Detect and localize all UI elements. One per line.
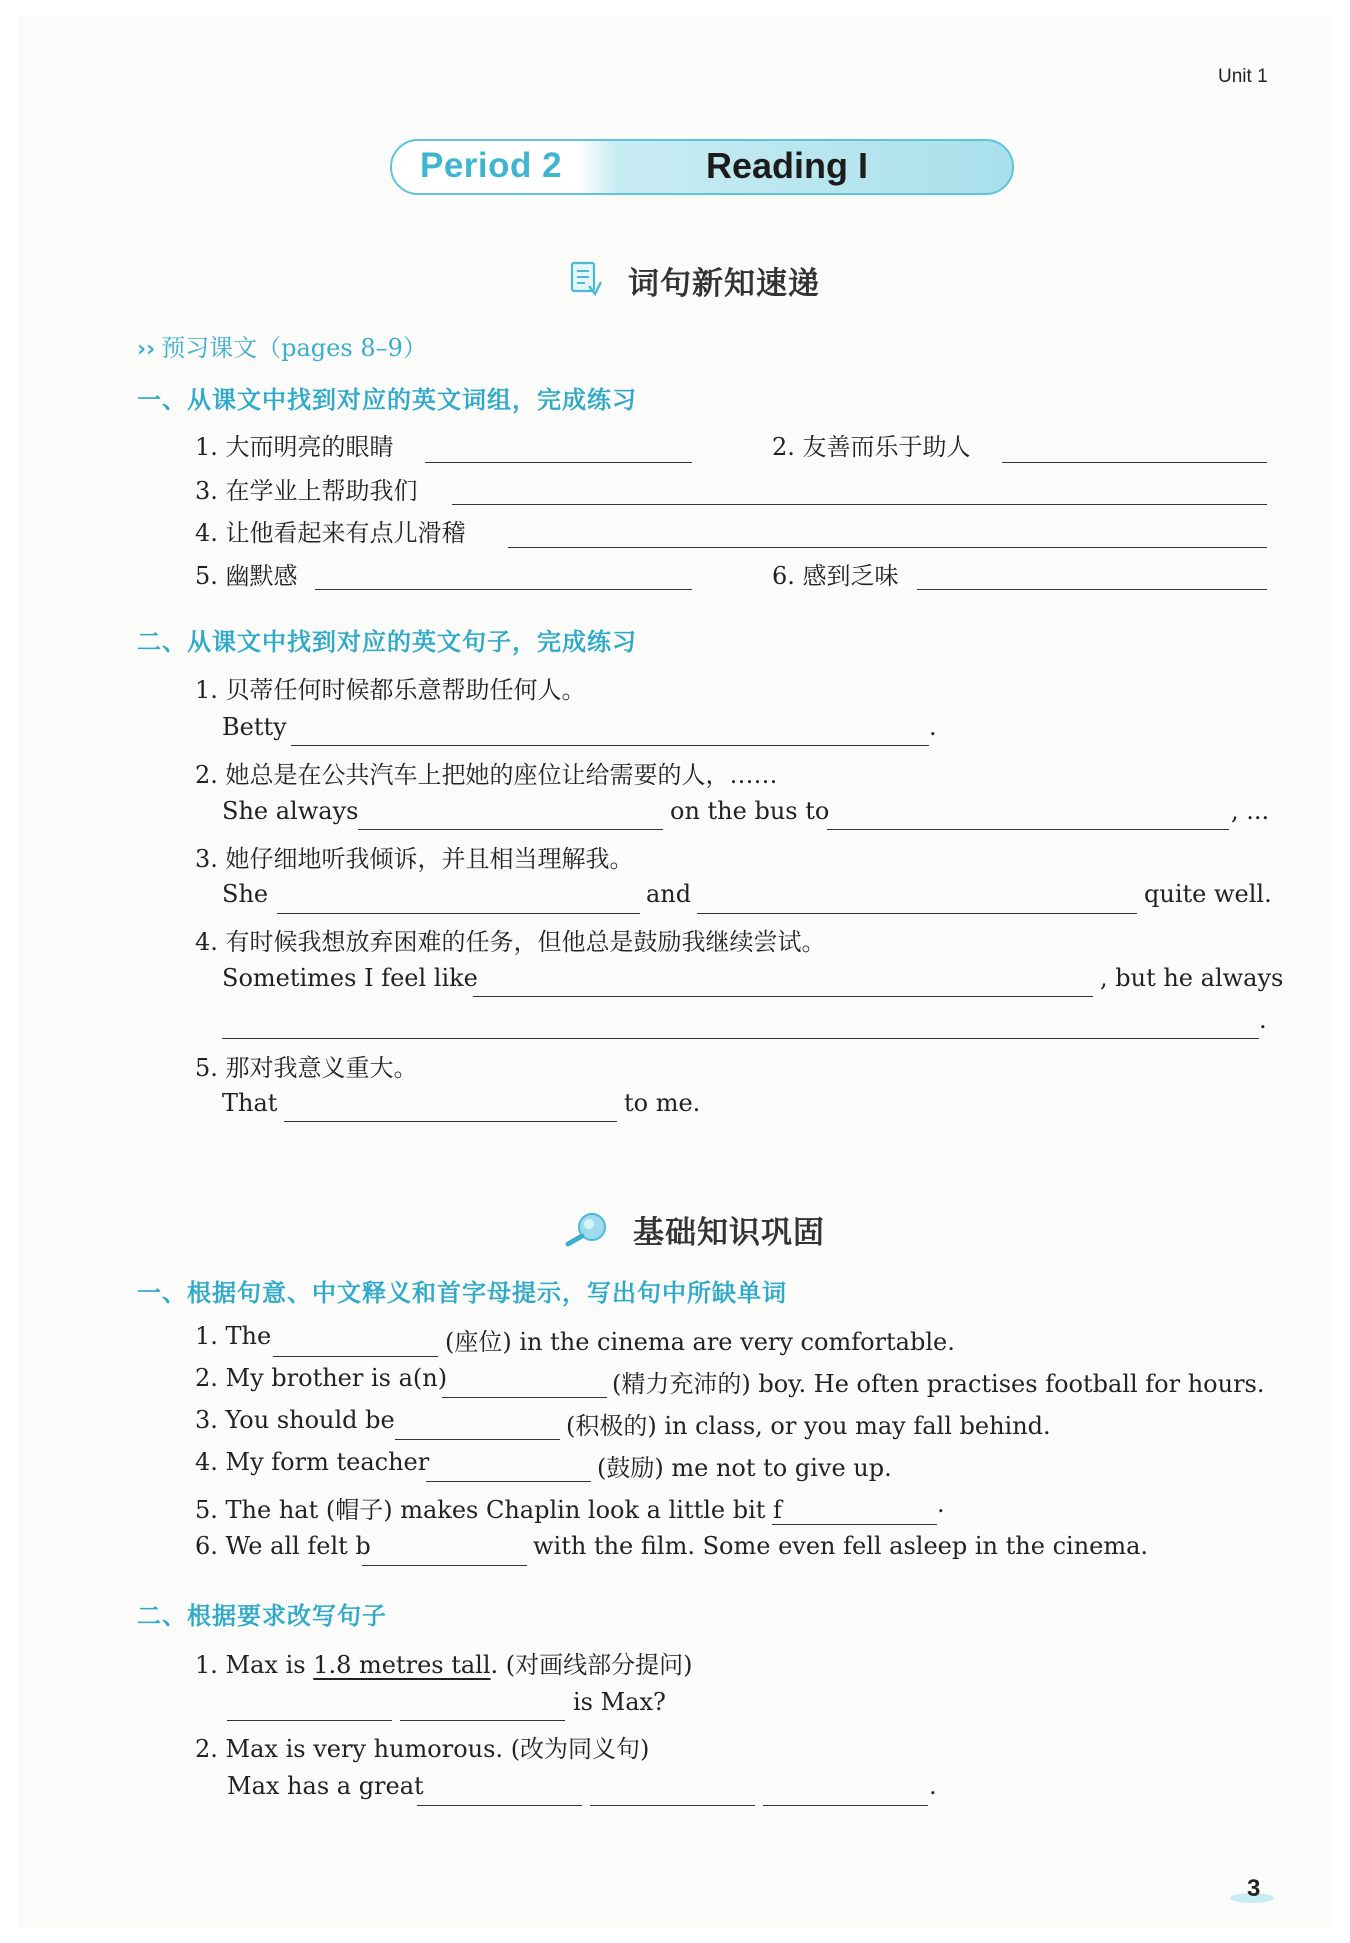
answer-blank[interactable] xyxy=(277,913,640,914)
fill-item: 4. My form teacher xyxy=(195,1448,430,1476)
rewrite-item xyxy=(195,1645,693,1680)
phrase-item: 6. 感到乏味 xyxy=(772,562,899,590)
answer-blank[interactable] xyxy=(222,1038,1259,1039)
answer-blank[interactable] xyxy=(417,1805,582,1806)
answer-blank[interactable] xyxy=(590,1805,755,1806)
answer-blank[interactable] xyxy=(426,1481,591,1482)
rewrite-text: 1. Max is xyxy=(195,1651,314,1679)
answer-blank[interactable] xyxy=(227,1720,392,1721)
notebook-icon xyxy=(569,260,603,298)
fill-item: 6. We all felt b xyxy=(195,1532,371,1560)
answer-blank[interactable] xyxy=(284,1121,617,1122)
answer-blank[interactable] xyxy=(917,589,1267,590)
rewrite-answer-tail: . xyxy=(929,1772,937,1800)
sentence-cn: 2. 她总是在公共汽车上把她的座位让给需要的人，…… xyxy=(195,761,778,789)
answer-blank[interactable] xyxy=(315,589,692,590)
phrase-item: 5. 幽默感 xyxy=(195,562,298,590)
fill-item: 1. The xyxy=(195,1322,272,1350)
unit-label: Unit 1 xyxy=(1218,66,1268,87)
part4-heading: 二、根据要求改写句子 xyxy=(137,1602,387,1630)
sentence-en: , ... xyxy=(1231,797,1270,825)
answer-blank[interactable] xyxy=(291,745,929,746)
rewrite-instruction: . (对画线部分提问) xyxy=(490,1651,693,1679)
magnifier-icon xyxy=(563,1210,611,1248)
lesson-banner xyxy=(390,139,1014,195)
answer-blank[interactable] xyxy=(508,547,1267,548)
sentence-en: . xyxy=(1259,1006,1267,1034)
sentence-en: . xyxy=(929,713,937,741)
sentence-en: She xyxy=(222,880,269,908)
part3-heading: 一、根据句意、中文释义和首字母提示，写出句中所缺单词 xyxy=(137,1279,787,1307)
phrase-item: 2. 友善而乐于助人 xyxy=(772,433,971,461)
fill-item: 2. My brother is a(n) xyxy=(195,1364,448,1392)
answer-blank[interactable] xyxy=(827,829,1229,830)
sentence-en: on the bus to xyxy=(670,797,830,825)
answer-blank[interactable] xyxy=(772,1524,937,1525)
phrase-item: 4. 让他看起来有点儿滑稽 xyxy=(195,519,466,547)
phrase-item: 3. 在学业上帮助我们 xyxy=(195,477,418,505)
answer-blank[interactable] xyxy=(425,462,692,463)
fill-item: 3. You should be xyxy=(195,1406,395,1434)
sentence-en: That xyxy=(222,1089,278,1117)
part2-heading: 二、从课文中找到对应的英文句子，完成练习 xyxy=(137,628,637,656)
sentence-en: She always xyxy=(222,797,359,825)
phrase-item: 1. 大而明亮的眼睛 xyxy=(195,433,394,461)
fill-item: (鼓励) me not to give up. xyxy=(597,1454,892,1482)
sentence-cn: 1. 贝蒂任何时候都乐意帮助任何人。 xyxy=(195,676,586,704)
lesson-title: Reading I xyxy=(706,145,869,186)
section-title-new-knowledge: 词句新知速递 xyxy=(628,266,820,302)
answer-blank[interactable] xyxy=(473,996,1093,997)
answer-blank[interactable] xyxy=(442,1397,607,1398)
sentence-cn: 3. 她仔细地听我倾诉，并且相当理解我。 xyxy=(195,845,634,873)
fill-item: 5. The hat (帽子) makes Chaplin look a little bit f xyxy=(195,1496,782,1524)
section-title-basic-knowledge: 基础知识巩固 xyxy=(633,1215,825,1251)
sentence-cn: 4. 有时候我想放弃困难的任务，但他总是鼓励我继续尝试。 xyxy=(195,928,826,956)
sentence-en: Sometimes I feel like xyxy=(222,964,478,992)
answer-blank[interactable] xyxy=(697,913,1137,914)
part1-heading: 一、从课文中找到对应的英文词组，完成练习 xyxy=(137,386,637,414)
answer-blank[interactable] xyxy=(395,1439,560,1440)
page-number: 3 xyxy=(1247,1875,1261,1902)
fill-item: (积极的) in class, or you may fall behind. xyxy=(566,1412,1051,1440)
sentence-en: and xyxy=(646,880,692,908)
rewrite-item: 2. Max is very humorous. (改为同义句) xyxy=(195,1735,650,1763)
answer-blank[interactable] xyxy=(400,1720,565,1721)
preview-label xyxy=(137,328,427,363)
answer-blank[interactable] xyxy=(362,1565,527,1566)
fill-item: (精力充沛的) boy. He often practises football for hours. xyxy=(612,1370,1265,1398)
rewrite-answer-tail: is Max? xyxy=(573,1688,666,1716)
underlined-phrase: 1.8 metres tall xyxy=(313,1651,491,1679)
sentence-en: to me. xyxy=(624,1089,701,1117)
preview-text: 预习课文（pages 8–9） xyxy=(161,334,427,362)
period-label: Period 2 xyxy=(420,146,563,185)
sentence-cn: 5. 那对我意义重大。 xyxy=(195,1054,418,1082)
sentence-en: Betty xyxy=(222,713,287,741)
fill-item: . xyxy=(937,1490,945,1518)
double-chevron-icon: ›› xyxy=(137,337,156,362)
rewrite-answer-head: Max has a great xyxy=(227,1772,424,1800)
fill-item: (座位) in the cinema are very comfortable. xyxy=(445,1328,955,1356)
answer-blank[interactable] xyxy=(763,1805,928,1806)
answer-blank[interactable] xyxy=(273,1356,438,1357)
answer-blank[interactable] xyxy=(1002,462,1267,463)
fill-item: with the film. Some even fell asleep in the cinema. xyxy=(533,1532,1149,1560)
sentence-en: quite well. xyxy=(1144,880,1272,908)
answer-blank[interactable] xyxy=(452,504,1267,505)
sentence-en: , but he always xyxy=(1100,964,1284,992)
answer-blank[interactable] xyxy=(358,829,663,830)
